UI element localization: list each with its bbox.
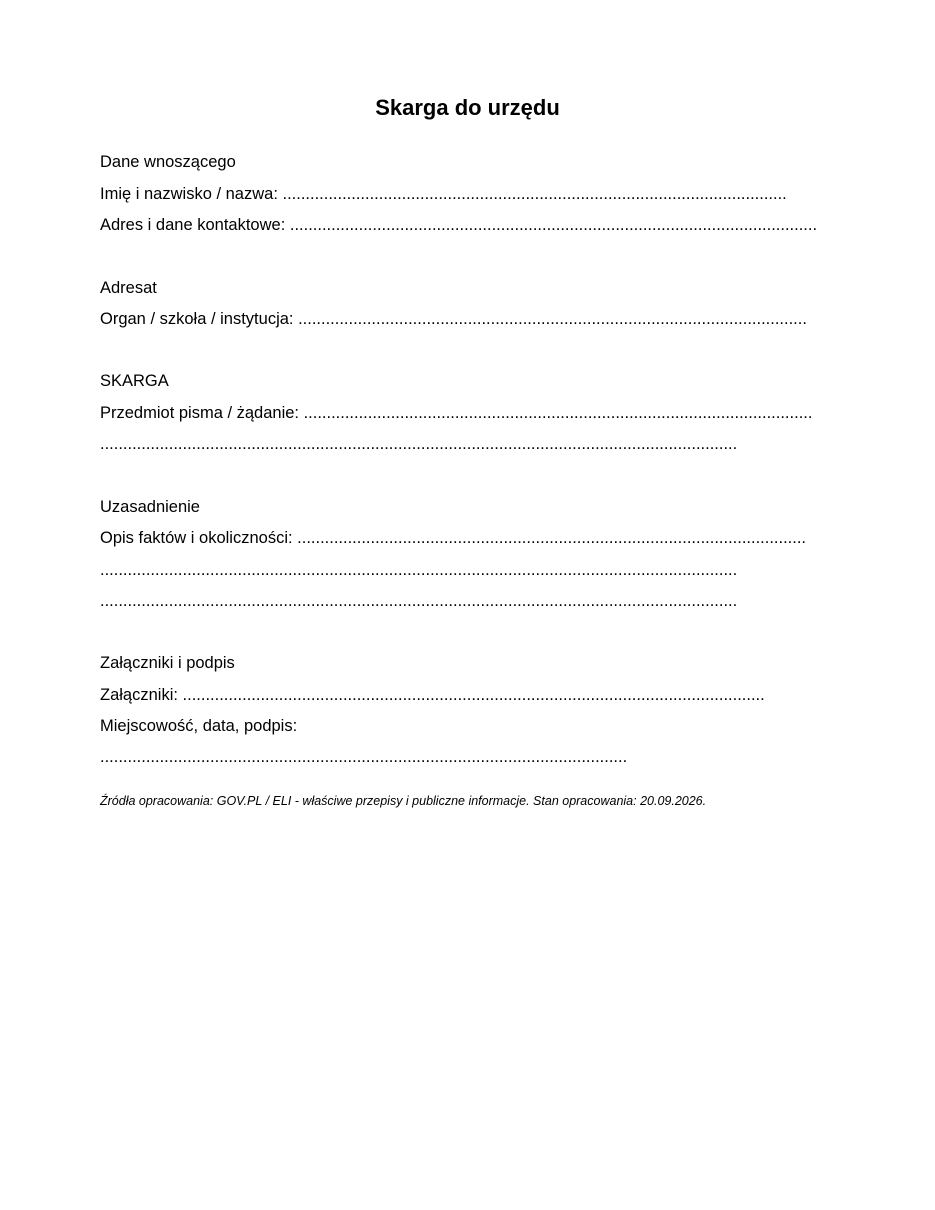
addressee-organ-field: Organ / szkoła / instytucja: ............................................................................................................... [100,310,807,328]
section-heading-applicant: Dane wnoszącego [100,153,236,171]
justification-continuation-line: ........................................................................................................................................... [100,561,738,579]
applicant-address-field: Adres i dane kontaktowe: ................................................................................................................... [100,216,818,234]
source-footnote: Źródła opracowania: GOV.PL / ELI - właściwe przepisy i publiczne informacje. Stan opracowania: 20.09.2026. [100,794,707,808]
section-heading-addressee: Adresat [100,279,157,297]
complaint-subject-field: Przedmiot pisma / żądanie: ............................................................................................................... [100,404,813,422]
justification-facts-field: Opis faktów i okoliczności: ............................................................................................................... [100,529,807,547]
signature-line: ................................................................................................................... [100,748,628,766]
section-heading-attachments: Załączniki i podpis [100,654,235,672]
place-date-signature-label: Miejscowość, data, podpis: [100,717,298,735]
justification-continuation-line: ........................................................................................................................................... [100,592,738,610]
attachments-field: Załączniki: ............................................................................................................................... [100,686,765,704]
applicant-name-field: Imię i nazwisko / nazwa: .............................................................................................................. [100,185,787,203]
section-heading-justification: Uzasadnienie [100,498,200,516]
complaint-continuation-line: ........................................................................................................................................... [100,435,738,453]
document-title: Skarga do urzędu [375,95,560,120]
section-heading-complaint: SKARGA [100,372,169,390]
